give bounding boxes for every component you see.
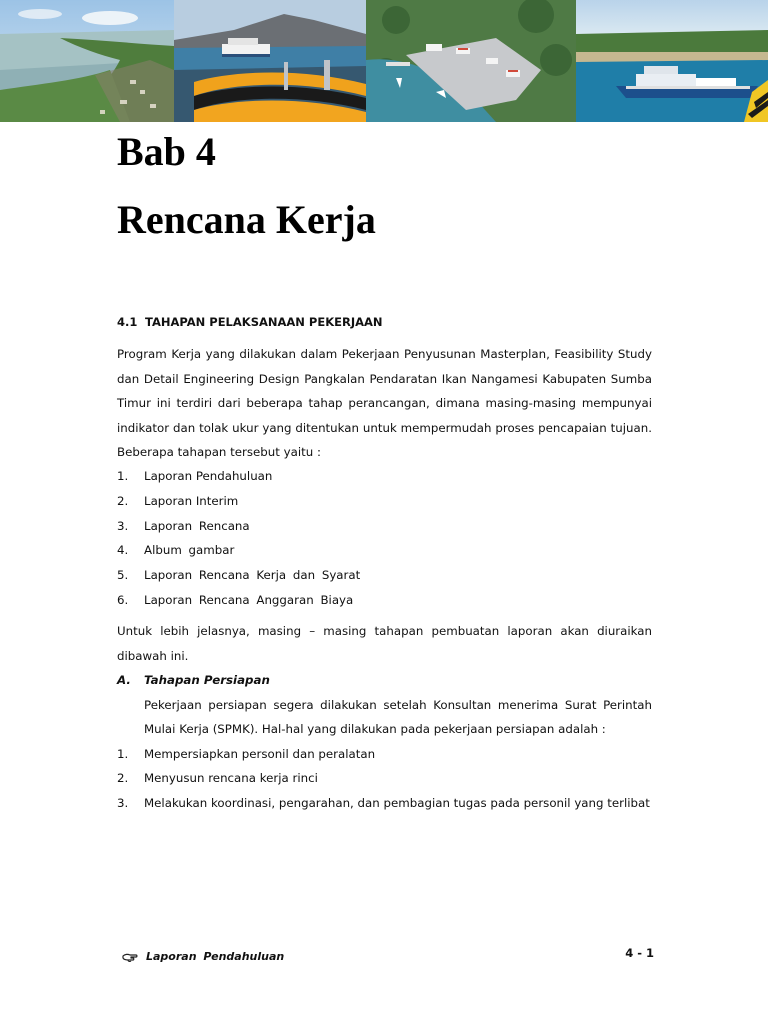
section-title: TAHAPAN PELAKSANAAN PEKERJAAN [145, 315, 383, 329]
list-item [117, 791, 652, 816]
footer-report-title: Laporan Pendahuluan [146, 950, 285, 963]
ferry-harbor-photo [174, 0, 366, 122]
list-item [117, 464, 652, 489]
coastal-aerial-photo [0, 0, 174, 122]
list-label: Laporan Rencana [144, 518, 250, 533]
list-item [117, 588, 652, 613]
chapter-title: Rencana Kerja [117, 197, 376, 242]
subsection-a [117, 668, 652, 815]
list-label: Laporan Pendahuluan [144, 469, 273, 483]
list-number: 3. [117, 518, 129, 533]
section-number: 4.1 [117, 315, 138, 329]
list-item [117, 563, 652, 588]
preparation-task-list [117, 742, 652, 816]
list-label: Menyusun rencana kerja rinci [144, 771, 318, 786]
list-number: 6. [117, 592, 129, 607]
after-list-paragraph-block [117, 619, 652, 668]
after-list-paragraph: Untuk lebih jelasnya, masing – masing tahapan pembuatan laporan akan diuraikan dibawah ini. [117, 624, 652, 663]
list-label: Laporan Interim [144, 493, 239, 508]
list-item [117, 489, 652, 514]
list-item [117, 538, 652, 563]
chapter-number: Bab 4 [117, 129, 216, 174]
fishing-boat-photo [576, 0, 768, 122]
list-number: 2. [117, 493, 129, 508]
report-stage-list [117, 464, 652, 613]
subsection-heading [117, 668, 652, 693]
intro-paragraph: Program Kerja yang dilakukan dalam Pekerjaan Penyusunan Masterplan, Feasibility Study dan Detail Engineering Design Pangkalan Pendaratan Ikan Nangamesi Kabupaten Sumba Timur ini terdiri dari beberapa tahap perancangan, dimana masing-masing mempunyai indikator dan tolak ukur yang ditentukan untuk mempermudah proses pencapaian tujuan. Beberapa tahapan tersebut yaitu : [117, 347, 652, 460]
section-heading [117, 315, 383, 329]
page-number: 4 - 1 [625, 946, 654, 960]
list-number: 5. [117, 568, 129, 583]
list-number: 3. [117, 795, 129, 810]
list-item [117, 766, 652, 791]
list-item [117, 742, 652, 767]
list-item [117, 514, 652, 539]
list-label: Laporan Rencana Kerja dan Syarat [144, 568, 361, 583]
subsection-title: Tahapan Persiapan [144, 673, 270, 687]
list-label: Album gambar [144, 543, 235, 558]
list-number: 2. [117, 771, 129, 786]
list-label: Melakukan koordinasi, pengarahan, dan pembagian tugas pada personil yang terlibat [144, 795, 650, 810]
header-photo-banner [0, 0, 768, 122]
list-number: 1. [117, 746, 129, 761]
subsection-paragraph: Pekerjaan persiapan segera dilakukan setelah Konsultan menerima Surat Perintah Mulai Kerja (SPMK). Hal-hal yang dilakukan pada pekerjaan persiapan adalah : [144, 697, 652, 737]
page-footer [122, 946, 654, 968]
list-number: 1. [117, 469, 129, 483]
intro-paragraph-block [117, 342, 652, 465]
pointing-hand-icon [122, 950, 138, 964]
list-number: 4. [117, 543, 129, 558]
port-masterplan-render-photo [366, 0, 576, 122]
subsection-letter: A. [117, 673, 131, 687]
list-label: Mempersiapkan personil dan peralatan [144, 746, 376, 761]
list-label: Laporan Rencana Anggaran Biaya [144, 592, 354, 607]
